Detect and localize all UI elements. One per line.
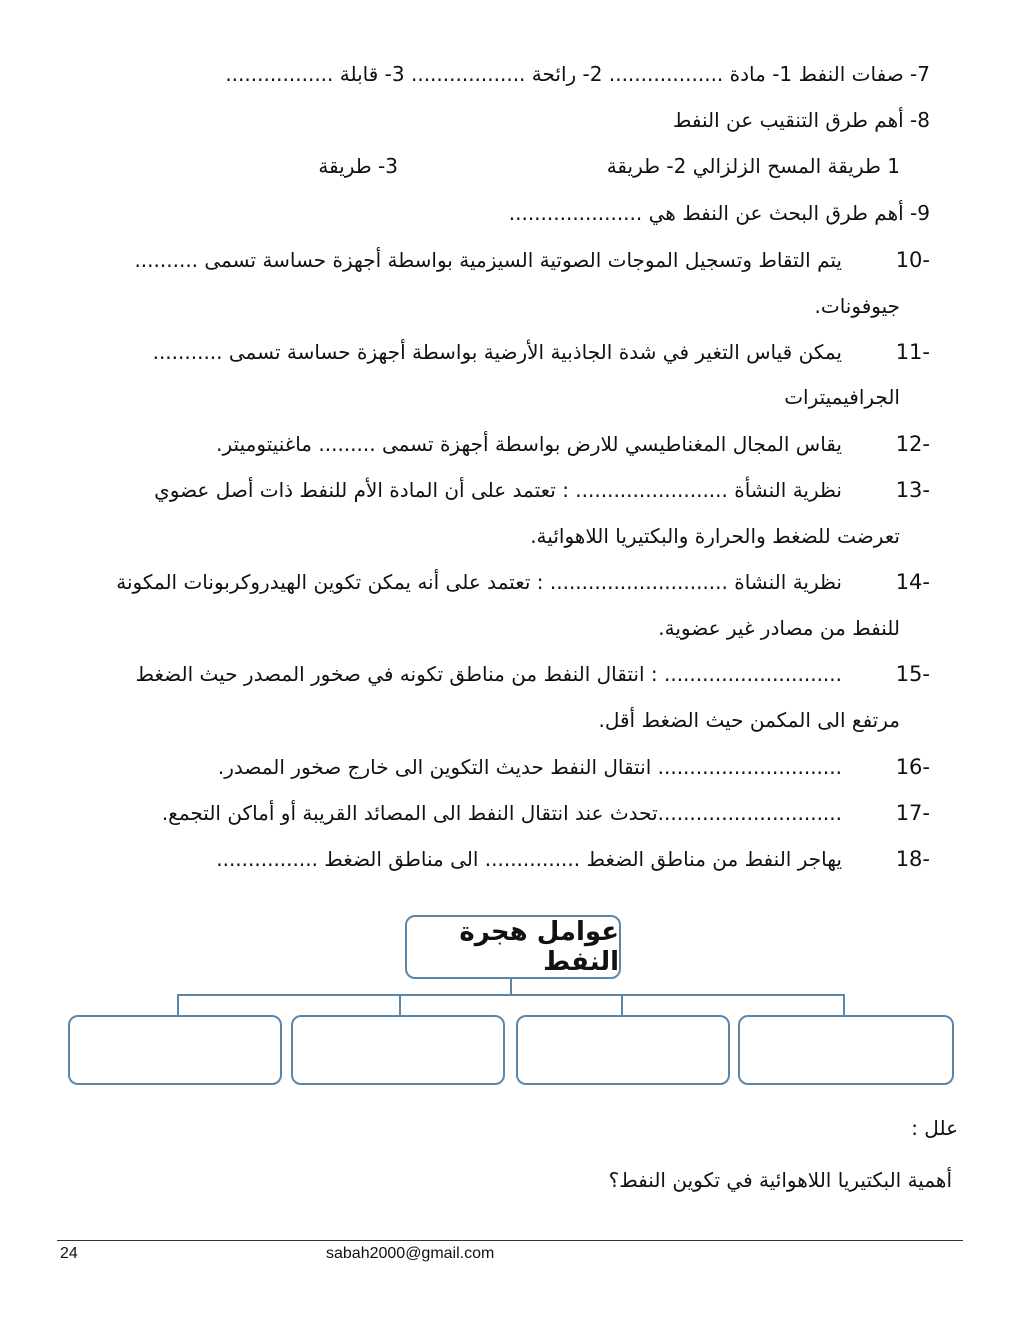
question-13-continuation: تعرضت للضغط والحرارة والبكتيريا اللاهوائية. [530,524,900,548]
question-10-continuation: جيوفونات. [814,294,900,318]
question-12-number: -12 [895,432,930,456]
question-11-continuation: الجرافيميترات [784,385,900,409]
question-15-continuation: مرتفع الى المكمن حيث الضغط أقل. [598,708,900,732]
factor-box-3[interactable] [291,1015,505,1085]
question-11-number: -11 [895,340,930,364]
question-18-number: -18 [895,847,930,871]
connector-stem [510,977,512,995]
explain-question: أهمية البكتيريا اللاهوائية في تكوين النفط؟ [608,1168,952,1192]
factor-box-2[interactable] [516,1015,730,1085]
factor-box-1[interactable] [738,1015,954,1085]
question-17-text: .............................تحدث عند انتقال النفط الى المصائد القريبة أو أماكن التجمع. [161,801,842,825]
question-13-number: -13 [895,478,930,502]
question-9: 9- أهم طرق البحث عن النفط هي ..................... [508,201,930,225]
explain-label: علل : [911,1116,958,1140]
question-8: 8- أهم طرق التنقيب عن النفط [672,108,930,132]
connector-drop-2 [399,994,401,1016]
question-10-number: -10 [895,248,930,272]
question-18-text: يهاجر النفط من مناطق الضغط ............... الى مناطق الضغط ................ [216,847,842,871]
question-14-continuation: للنفط من مصادر غير عضوية. [658,616,900,640]
question-13-text: نظرية النشأة ........................ : تعتمد على أن المادة الأم للنفط ذات أصل عضوي [154,478,842,502]
page-number: 24 [60,1245,78,1262]
question-16-text: ............................. انتقال النفط حديث التكوين الى خارج صخور المصدر. [217,755,842,779]
connector-drop-4 [843,994,845,1016]
question-8-option-3: 3- طريقة [318,154,398,178]
footer-email: sabah2000@gmail.com [326,1245,495,1262]
question-15-number: -15 [895,662,930,686]
factor-box-4[interactable] [68,1015,282,1085]
question-11-text: يمكن قياس التغير في شدة الجاذبية الأرضية بواسطة أجهزة حساسة تسمى ........... [152,340,842,364]
migration-factors-diagram [60,905,960,1095]
question-10-text: يتم التقاط وتسجيل الموجات الصوتية السيزمية بواسطة أجهزة حساسة تسمى .......... [134,248,842,272]
question-14-text: نظرية النشاة ............................ : تعتمد على أنه يمكن تكوين الهيدروكربونات المكونة [116,570,842,594]
connector-bar [177,994,845,996]
question-14-number: -14 [895,570,930,594]
question-8-option-1-2: 1 طريقة المسح الزلزالي 2- طريقة [606,154,900,178]
diagram-title: عوامل هجرة النفط [405,915,621,979]
question-16-number: -16 [895,755,930,779]
question-15-text: ............................ : انتقال النفط من مناطق تكونه في صخور المصدر حيث الضغط [135,662,842,686]
question-7: 7- صفات النفط 1- مادة .................. 2- رائحة .................. 3- قابلة ................. [225,62,930,86]
question-17-number: -17 [895,801,930,825]
footer-divider [57,1240,963,1241]
question-12-text: يقاس المجال المغناطيسي للارض بواسطة أجهزة تسمى ......... ماغنيتوميتر. [216,432,842,456]
connector-drop-3 [621,994,623,1016]
connector-drop-1 [177,994,179,1016]
